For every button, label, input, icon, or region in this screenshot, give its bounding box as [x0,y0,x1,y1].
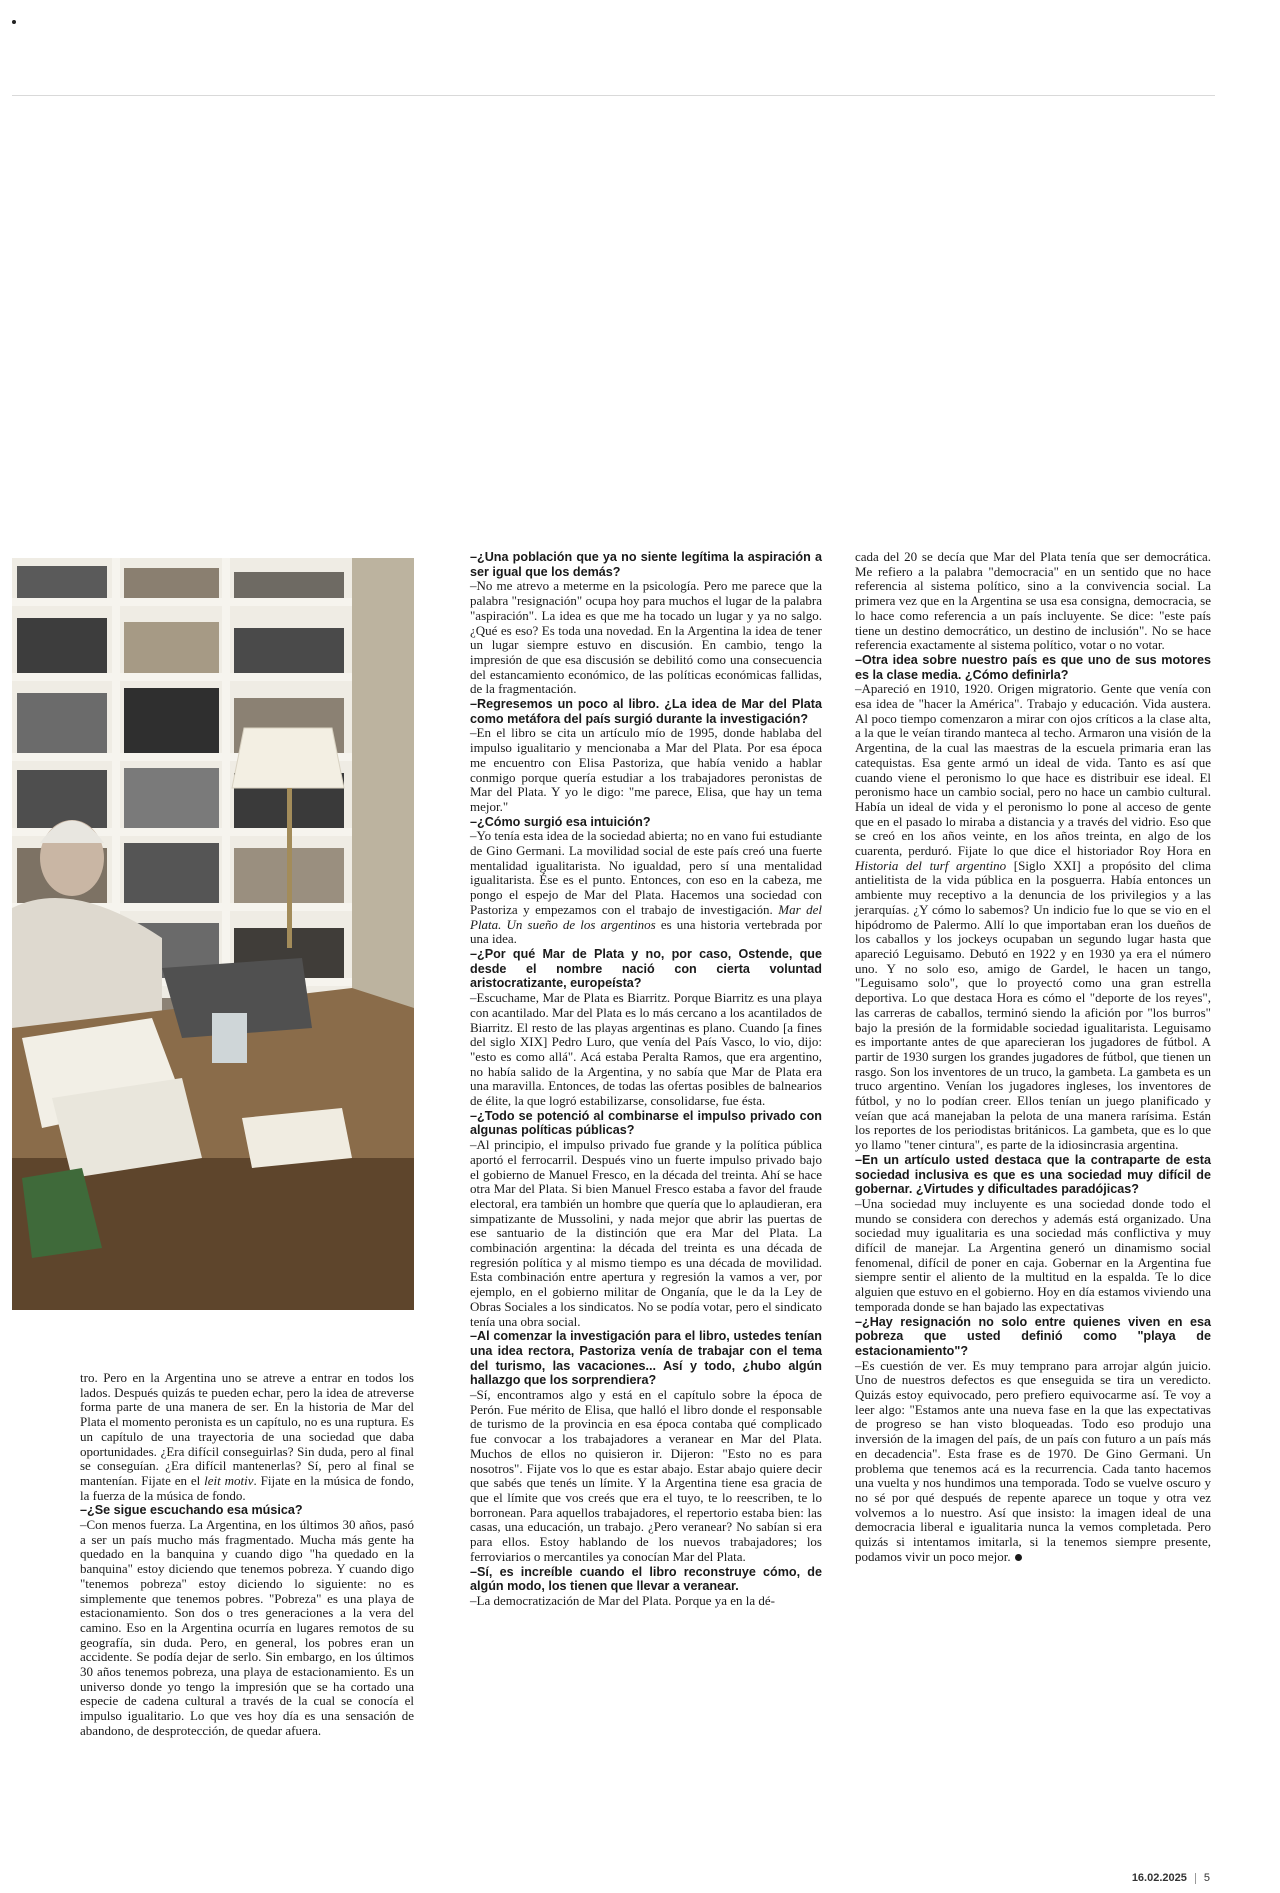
paragraph: cada del 20 se decía que Mar del Plata tenía que ser democrática. Me refiero a la palabra "democracia" en un sentido que no hace referencia al sistema político, sino a la convivencia social. La primera vez que en la Argentina se usa esa consigna, democracia, se lo hace como referencia a un país incluyente. Se dice: "este país tiene un destino democrático, un destino de inclusión". No se hace referencia exactamente al sistema político, votar o no votar. [855,549,1211,653]
interview-question: –Al comenzar la investigación para el libro, ustedes tenían una idea rectora, Pastoriza venía de trabajar con el tema del turismo, las vacaciones... Así y todo, ¿hubo algún hallazgo que los sorprendiera? [470,1329,822,1388]
interview-question: –Regresemos un poco al libro. ¿La idea de Mar del Plata como metáfora del país surgió durante la investigación? [470,697,822,726]
interview-question: –¿Todo se potenció al combinarse el impulso privado con algunas políticas públicas? [470,1108,822,1138]
interview-question: –¿Por qué Mar de Plata y no, por caso, Ostende, que desde el nombre nació con cierta voluntad aristocratizante, europeísta? [470,946,822,991]
article-column-1 [80,1371,414,1739]
paragraph: –La democratización de Mar del Plata. Porque ya en la dé- [470,1592,776,1608]
header-divider [12,95,1215,96]
paragraph: –Con menos fuerza. La Argentina, en los últimos 30 años, pasó a ser un país mucho más fragmentado. Mucha más gente ha quedado en la banquina y cuando digo "ha quedado en la banquina" estoy diciendo que tenemos pobreza. Y cuando digo "tenemos pobreza" estoy diciendo lo siguiente: no es simplemente que tenemos pobres. "Pobreza" es una playa de estacionamiento. Son dos o tres generaciones a la vera del camino. Eso en la Argentina ocurría en lugares remotos de su geografía, sin duda. Pero, en general, los pobres eran un accidente. Se podía dejar de serlo. Sin embargo, en los últimos 30 años tenemos pobreza, una playa de estacionamiento. Es un universo donde yo tengo la impresión que se ha cortado una especie de cadena cultural a través de la cual se conocía el impulso igualitario. Lo que ves hoy día es una sensación de abandono, de desprotección, de quedar afuera. [80,1517,414,1738]
interview-question: –Sí, es increíble cuando el libro reconstruye cómo, de algún modo, los tienen que llevar a veranear. [470,1564,822,1594]
interview-question: –¿Hay resignación no solo entre quienes viven en esa pobreza que usted definió como "playa de estacionamiento"? [855,1314,1211,1358]
footer-separator [1195,1873,1196,1884]
interview-photo [12,558,414,1310]
emphasis: Mar del Plata. Un sueño de los argentinos [470,901,822,932]
page-number: 5 [1203,1872,1210,1884]
article-column-3 [855,550,1211,1565]
paragraph: –Al principio, el impulso privado fue grande y la política pública aportó el ferrocarril. Después vino un fuerte impulso privado bajo el gobierno de Manuel Fresco, en la década del treinta. Ahí se hace otra Mar del Plata. Si bien Manuel Fresco estaba a favor del fraude electoral, era también un hombre que quería que lo aplaudieran, era simpatizante de Mussolini, y nada mejor que abrir las puertas de ese santuario de la distinción que era Mar del Plata. La combinación argentina: la década del treinta es una década de regresión política y al mismo tiempo es una década de movilidad. Esta combinación entre apertura y regresión la vamos a ver, por ejemplo, en el gobierno militar de Onganía, que le da la Ley de Obras Sociales a los sindicatos. No se podía votar, pero el sindicato tenía una obra social. [470,1137,822,1329]
paragraph: –En el libro se cita un artículo mío de 1995, donde hablaba del impulso igualitario y mencionaba a Mar del Plata. Por esa época me encuentro con Elisa Pastoriza, que había venido a hablar conmigo porque quería estudiar a los trabajadores peronistas de Mar del Plata. Y yo le digo: "me parece, Elisa, que hay un tema mejor." [470,725,822,814]
interview-question: –¿Una población que ya no siente legítima la aspiración a ser igual que los demás? [470,550,822,579]
paragraph: –Sí, encontramos algo y está en el capítulo sobre la época de Perón. Fue mérito de Elisa, que halló el libro donde el responsable de turismo de la provincia en esa época contaba qué complicado fue convocar a los trabajadores a veranear en Mar del Plata. Muchos de ellos no quisieron ir. Dijeron: "Esto no es para nosotros". Fijate vos lo que es estar abajo. Estar abajo quiere decir que sabés que tenés un límite. Y la Argentina tiene esa gracia de que el límite que vos creés que era el tuyo, te lo reescriben, te lo borronean. Para aquellos trabajadores, el repertorio estaba bien: las casas, una educación, un trabajo. ¿Pero veranear? No sabían si era para ellos. Estoy hablando de los nuevos trabajadores; los ferroviarios o mercantiles ya conocían Mar del Plata. [470,1387,822,1564]
article-column-2 [470,550,822,1609]
page-footer [1132,1872,1210,1884]
emphasis: leit motiv [204,1472,254,1488]
emphasis: Historia del turf argentino [855,857,1007,873]
issue-date: 16.02.2025 [1131,1872,1187,1884]
paragraph: –No me atrevo a meterme en la psicología. Pero me parece que la palabra "resignación" ocupa hoy para muchos el lugar de la palabra "aspiración". La idea es que me ha tocado un lugar y ya no salgo. ¿Qué es eso? Es toda una novedad. En la Argentina la idea de tener un lugar siempre estuvo en discusión. En cambio, tengo la impresión de que esa discusión se debilitó como una consecuencia del estancamiento económico, de las políticas económicas fallidas, de la fragmentación. [470,578,822,697]
interview-question: –En un artículo usted destaca que la contraparte de esta sociedad inclusiva es que es una sociedad muy difícil de gobernar. ¿Virtudes y dificultades paradójicas? [855,1152,1211,1197]
end-of-article-mark [1015,1554,1022,1561]
interview-question: –¿Cómo surgió esa intuición? [470,814,651,829]
paragraph: –Una sociedad muy incluyente es una sociedad donde todo el mundo se considera con derechos y además está organizado. Una sociedad muy igualitaria es una sociedad más conflictiva y muy difícil de manejar. La Argentina generó un dinamismo social fenomenal, difícil de poner en caja. Gobernar en la Argentina fue siempre sentir el aliento de la multitud en la espalda. Te lo dice alguien que estuvo en el gobierno. Hoy en día estamos viviendo una temporada donde se han bajado las expectativas [855,1195,1211,1314]
top-bullet [12,20,16,24]
paragraph: tro. Pero en la Argentina uno se atreve a entrar en todos los lados. Después quizás te pueden echar, pero la idea de atreverse forma parte de una manera de ser. En la historia de Mar del Plata el momento peronista es un capítulo, no es una ruptura. Es un capítulo de una trayectoria de una sociedad que daba oportunidades. ¿Era difícil conseguirlas? Sin duda, pero al final se conseguían. ¿Era difícil mantenerlas? Sí, pero al final se mantenían. Fijate en el leit motiv. Fijate en la música de fondo, la fuerza de la música de fondo. [80,1370,414,1503]
paragraph: –Yo tenía esta idea de la sociedad abierta; no en vano fui estudiante de Gino Germani. La movilidad social de este país creó una fuerte mentalidad igualitarista. No igualdad, pero sí una mentalidad igualitarista. Ése es el punto. Entonces, con eso en la cabeza, me pongo el espejo de Mar del Plata. Hacemos una sociedad con Pastoriza y empezamos con el trabajo de investigación. Mar del Plata. Un sueño de los argentinos es una historia vertebrada por una idea. [470,828,822,947]
paragraph: –Apareció en 1910, 1920. Origen migratorio. Gente que venía con esa idea de "hacer la América". Trabajo y educación. Vida austera. Al poco tiempo comenzaron a mirar con ojos críticos a la clase alta, a la que le veían tirando manteca al techo. Armaron una visión de la Argentina, de la cual las maestras de la escuela primaria eran las catequistas. Esa gente armó un ideal de vida. Tanto es así que cuando viene el peronismo lo que hace es distribuir ese ideal. El peronismo hace un cambio social, pero no hace un cambio cultural. Había un ideal de vida y el peronismo lo pone al acceso de gente que en el pasado lo miraba a distancia y a través del vidrio. Eso que se creó en los años veinte, en los años treinta, en algo de los cuarenta, perduró. Fijate lo que dice el historiador Roy Hora en Historia del turf argentino [Siglo XXI] a propósito del clima antielitista de la vida pública en la posguerra. Había entonces un ambiente muy receptivo a la denuncia de los privilegios y a las jerarquías. ¿Y cómo lo sabemos? Un indicio fue lo que se vio en el hipódromo de Palermo. Allí lo que importaban eran los dueños de los caballos y los jockeys ocupaban un segundo lugar hasta que apareció Leguisamo. Debutó en 1922 y en 1930 ya era el número uno. Y no solo eso, amigo de Gardel, le hacen un tango, "Leguisamo solo", que lo proyectó como una gran estrella deportiva. Lo que destaca Hora es cómo el "deporte de los reyes", las carreras de caballos, terminó siendo la afición por "los burros" bajo la presión de la formidable sociedad igualitarista. Leguisamo es importante antes de que aparecieran los jugadores de fútbol. A partir de 1930 surgen los grandes jugadores de fútbol, que tienen un rasgo. Son los inventores de un truco, la gambeta. La gambeta es un truco argentino. Venían los jugadores ingleses, los inventores de fútbol, y no lo podían creer. Ellos tenían un juego planificado y veían que acá manejaban la pelota de una manera rarísima. Están los reportes de los periodistas británicos. La gambeta, que es lo que yo llamo "tener cintura", es parte de la idiosincrasia argentina. [855,681,1212,1153]
paragraph: –Escuchame, Mar de Plata es Biarritz. Porque Biarritz es una playa con acantilado. Mar del Plata es lo más cercano a los acantilados de Biarritz. El resto de las playas argentinas es plano. Cuando [a fines del siglo XIX] Pedro Luro, que venía del País Vasco, lo vio, dijo: "esto es como allá". Acá estaba Peralta Ramos, que era argentino, no había salido de la Argentina, y no sabía que Mar de Plata era una maravilla. Entonces, de todas las ofertas posibles de balnearios de élite, la que logró estabilizarse, consolidarse, fue ésta. [470,990,822,1109]
interview-question: –Otra idea sobre nuestro país es que uno de sus motores es la clase media. ¿Cómo definirla? [855,652,1211,682]
interview-question: –¿Se sigue escuchando esa música? [80,1503,303,1518]
paragraph: –Es cuestión de ver. Es muy temprano para arrojar algún juicio. Uno de nuestros defectos es que enseguida se tira un veredicto. Quizás estoy equivocado, pero prefiero equivocarme así. Te voy a leer algo: "Estamos ante una nueva fase en la que las expectativas de progreso se han visto bloqueadas. Todo eso produjo una inversión de la imagen del país, de un país con futuro a un país más en decadencia". Esta frase es de 1970. De Gino Germani. Un problema que tenemos acá es la recurrencia. Cada tanto hacemos una vuelta y nos hundimos una temporada. Todo se vuelve oscuro y no sé por qué después de repente aparece un toque y otra vez volvemos a lo nuestro. Así que insisto: la imagen ideal de una democracia liberal e igualitaria nunca la vemos completada. Pero quizás si intentamos imitarla, si la tenemos siempre presente, podamos vivir un poco mejor. [855,1357,1211,1564]
